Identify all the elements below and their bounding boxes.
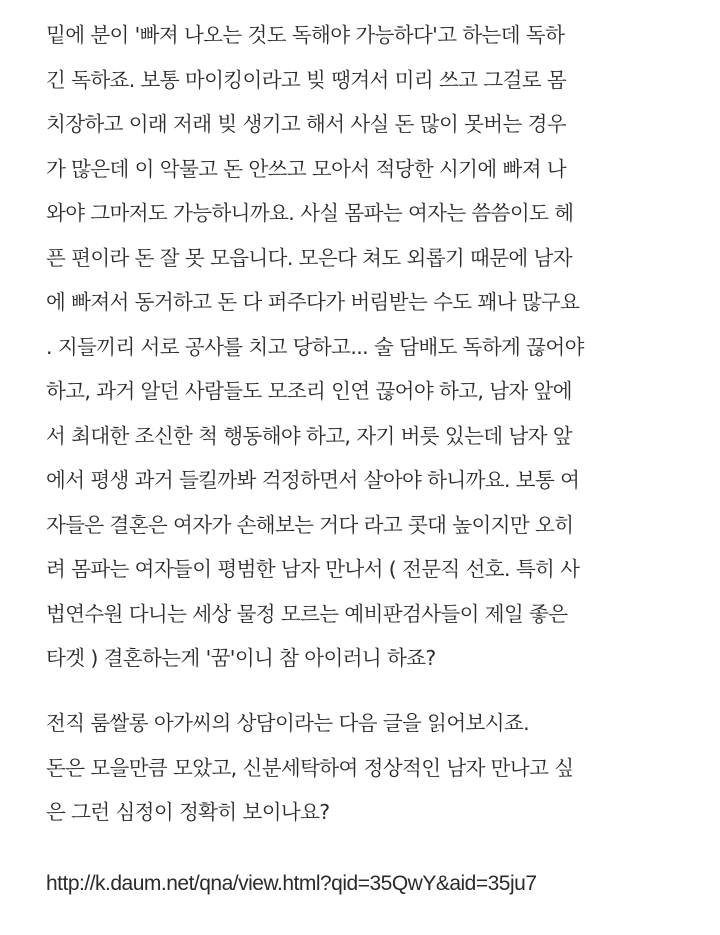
- text-line: 법연수원 다니는 세상 물정 모르는 예비판검사들이 제일 좋은: [46, 601, 568, 626]
- text-line: 밑에 분이 '빠져 나오는 것도 독해야 가능하다'고 하는데 독하: [46, 23, 565, 47]
- text-line: 긴 독하죠. 보통 마이킹이라고 빚 땡겨서 미리 쓰고 그걸로 몸: [46, 67, 567, 92]
- text-line: 에서 평생 과거 들킬까봐 걱정하면서 살아야 하니까요. 보통 여: [46, 468, 580, 492]
- text-line: 가 많은데 이 악물고 돈 안쓰고 모아서 적당한 시기에 빠져 나: [46, 156, 567, 181]
- text-line: 에 빠져서 동거하고 돈 다 퍼주다가 버림받는 수도 꽤나 많구요: [46, 290, 580, 314]
- text-line: . 지들끼리 서로 공사를 치고 당하고... 술 담배도 독하게 끊어야: [46, 334, 584, 359]
- text-line: 와야 그마저도 가능하니까요. 사실 몸파는 여자는 씀씀이도 헤: [46, 201, 574, 225]
- text-line: 돈은 모을만큼 모았고, 신분세탁하여 정상적인 남자 만나고 싶: [46, 755, 574, 780]
- text-line: 은 그런 심정이 정확히 보이나요?: [46, 800, 330, 824]
- paragraph-main: [46, 13, 584, 681]
- text-line: 자들은 결혼은 여자가 손해보는 거다 라고 콧대 높이지만 오히: [46, 512, 574, 537]
- source-link: http://k.daum.net/qna/view.html?qid=35QwY&aid=35ju7: [46, 872, 537, 895]
- text-line: 치장하고 이래 저래 빚 생기고 해서 사실 돈 많이 못버는 경우: [46, 112, 567, 136]
- paragraph-secondary: [46, 701, 573, 835]
- text-line: 하고, 과거 알던 사람들도 모조리 인연 끊어야 하고, 남자 앞에: [46, 379, 572, 403]
- text-line: 서 최대한 조신한 척 행동해야 하고, 자기 버릇 있는데 남자 앞: [46, 423, 572, 448]
- text-line: 려 몸파는 여자들이 평범한 남자 만나서 ( 전문직 선호. 특히 사: [46, 557, 580, 581]
- text-line: 픈 편이라 돈 잘 못 모읍니다. 모은다 쳐도 외롭기 때문에 남자: [46, 245, 572, 270]
- text-line: 전직 룸쌀롱 아가씨의 상담이라는 다음 글을 읽어보시죠.: [46, 711, 530, 735]
- text-line: 타겟 ) 결혼하는게 '꿈'이니 참 아이러니 하죠?: [46, 646, 436, 670]
